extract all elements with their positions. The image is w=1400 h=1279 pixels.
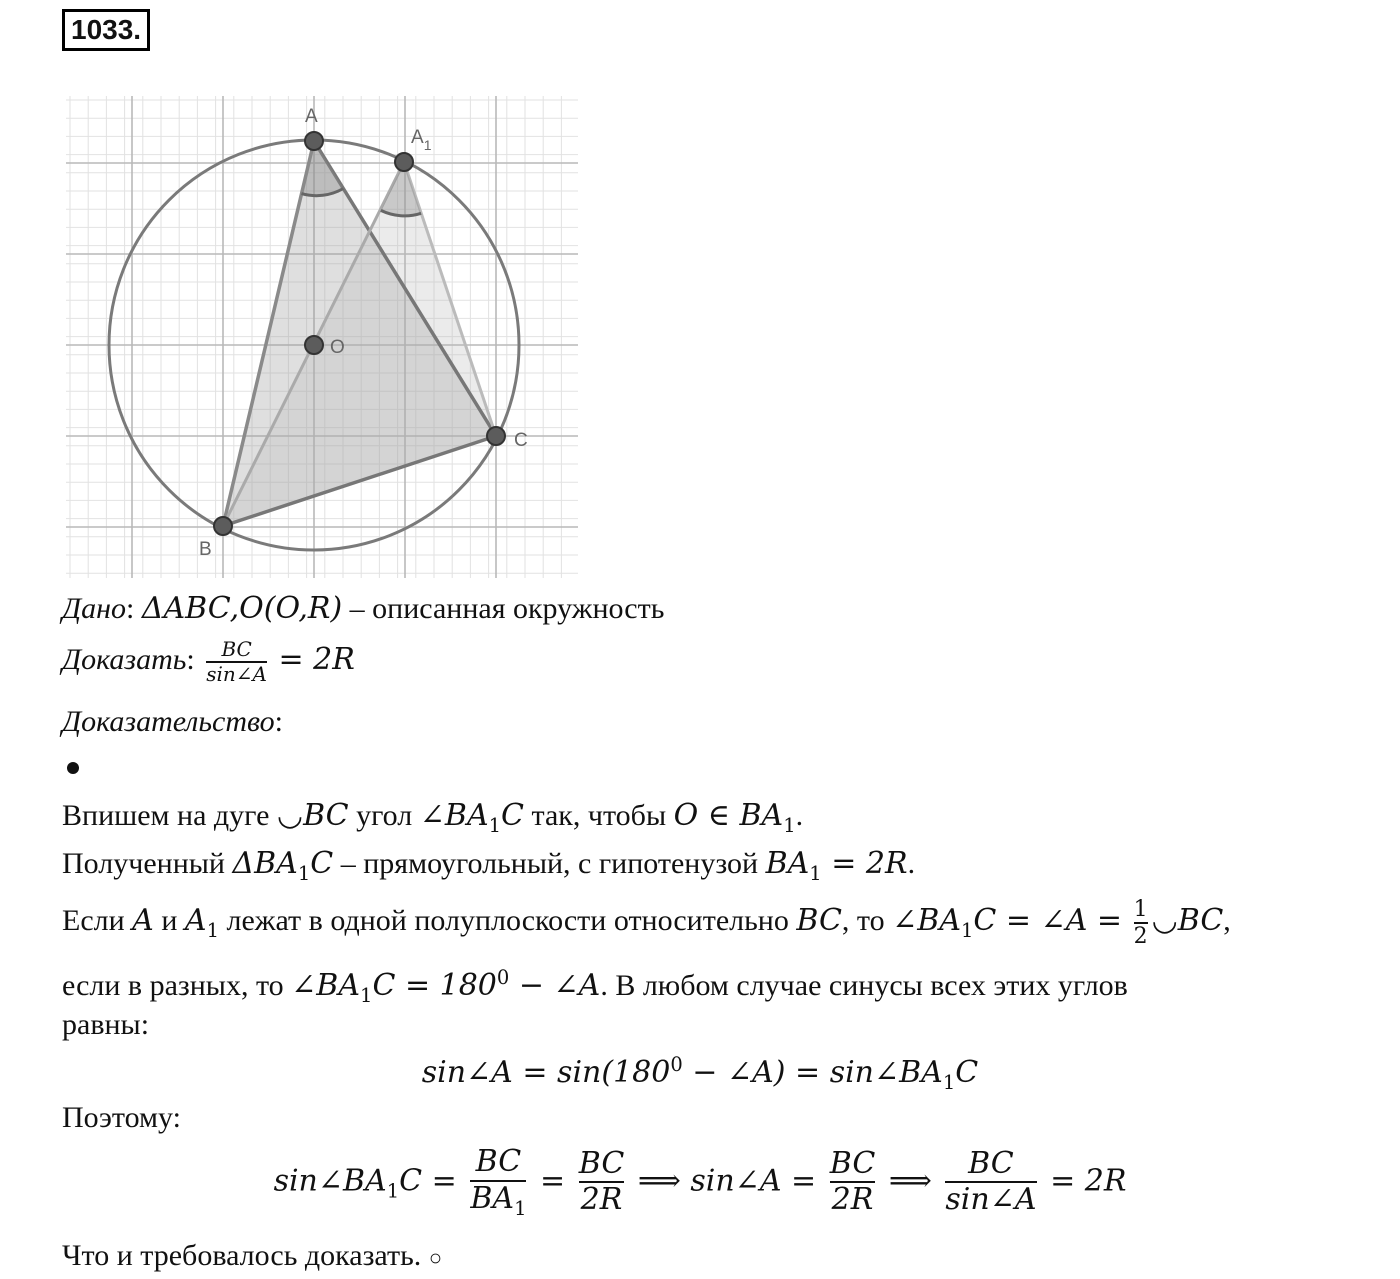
therefore-label: Поэтому: — [62, 1101, 181, 1134]
proof-line-2: Полученный $\Delta BA_1C$ – прямоугольный, с гипотенузой $BA_1 = 2R$. — [62, 846, 916, 885]
label-a1: $A_1$ — [411, 127, 432, 153]
proof-line-3: Если A и $A_1$ лежат в одной полуплоскости относительно BC, то $\angle BA_1C$ = ∠A = $\frac{1}{2}$ ◡BC, — [62, 897, 1231, 950]
point-b — [214, 517, 232, 535]
proof-line-1: Впишем на дуге ◡BC угол $\angle BA_1C$ так, чтобы O ∈ $BA_1$. — [62, 798, 804, 837]
point-a — [305, 132, 323, 150]
angle-a-sector — [302, 141, 344, 196]
given-line: Дано: ΔABC,O(O,R) – описанная окружность — [62, 591, 665, 626]
qed-line: Что и требовалось доказать. ○ — [62, 1239, 443, 1272]
point-o — [305, 336, 323, 354]
equation-2: $\sin\angle BA_1C$ = $\frac{BC}{BA_1}$ = $\frac{BC}{2R}$ ⟹ sin∠A = $\frac{BC}{2R}$ ⟹ $\frac{BC}{\sin\angle A}$ = 2R — [273, 1144, 1127, 1220]
equation-1: sin∠A = $\sin(180^0$ − ∠A) = $\sin\angle BA_1C$ — [421, 1053, 979, 1094]
qed-mark: ○ — [428, 1245, 443, 1270]
geometry-figure — [0, 0, 620, 600]
problem-number: 1033. — [62, 9, 150, 51]
point-c — [487, 427, 505, 445]
point-a1 — [395, 153, 413, 171]
proof-label: Доказательство: — [62, 705, 283, 738]
label-c: C — [514, 430, 528, 451]
proof-line-5: равны: — [62, 1008, 150, 1041]
proof-line-4: если в разных, то $\angle BA_1C = 180^0$ − ∠A. В любом случае синусы всех этих углов — [62, 966, 1128, 1007]
bullet-icon — [67, 762, 79, 774]
prove-line: Доказать: $\frac{BC}{\sin\angle A}$ = 2R — [62, 637, 355, 686]
label-a: A — [305, 106, 318, 127]
label-b: B — [199, 539, 212, 560]
label-o: O — [330, 337, 345, 358]
